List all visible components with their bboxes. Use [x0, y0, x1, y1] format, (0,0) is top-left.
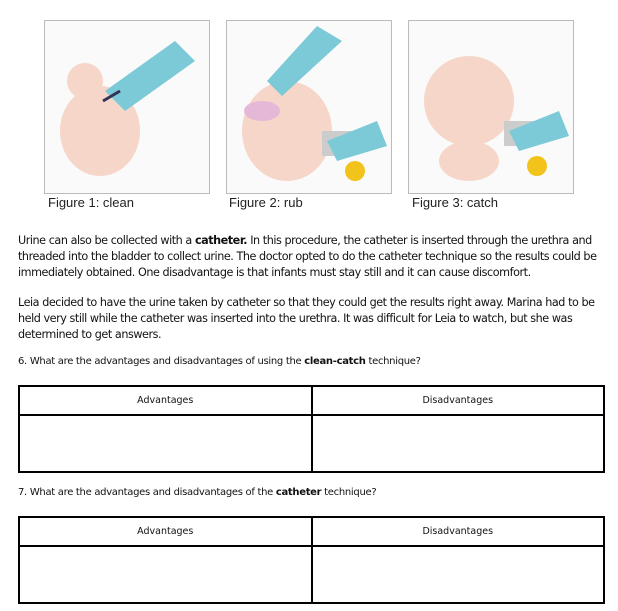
advantages-header: Advantages	[19, 386, 312, 415]
disadvantages-answer-cell[interactable]	[312, 415, 605, 472]
catheter-paragraph: Urine can also be collected with a catheter. In this procedure, the catheter is inserted through the urethra and threaded into the bladder to collect urine. The doctor opted to do the catheter technique so the results could be immediately obtained. One disadvantage is that infants must stay still and it can cause discomfort.	[18, 234, 597, 279]
figure-2-caption: Figure 2: rub	[229, 195, 303, 210]
figure-3-image	[408, 20, 574, 194]
question-6-table	[18, 385, 605, 473]
disadvantages-header: Disadvantages	[312, 386, 605, 415]
figure-1-image	[44, 20, 210, 194]
advantages-answer-cell[interactable]	[19, 415, 312, 472]
question-6: 6. What are the advantages and disadvantages of using the clean-catch technique?	[18, 356, 421, 367]
question-7-table	[18, 516, 605, 604]
advantages-answer-cell[interactable]	[19, 546, 312, 603]
figure-2-image	[226, 20, 392, 194]
leia-paragraph: Leia decided to have the urine taken by catheter so that they could get the results right away. Marina had to be held very still while the catheter was inserted into the urethra. It was difficult for Leia to watch, but she was determined to get answers.	[18, 296, 595, 341]
question-7: 7. What are the advantages and disadvantages of the catheter technique?	[18, 487, 377, 498]
figure-3-caption: Figure 3: catch	[412, 195, 498, 210]
advantages-header: Advantages	[19, 517, 312, 546]
disadvantages-header: Disadvantages	[312, 517, 605, 546]
figure-1-caption: Figure 1: clean	[48, 195, 134, 210]
disadvantages-answer-cell[interactable]	[312, 546, 605, 603]
